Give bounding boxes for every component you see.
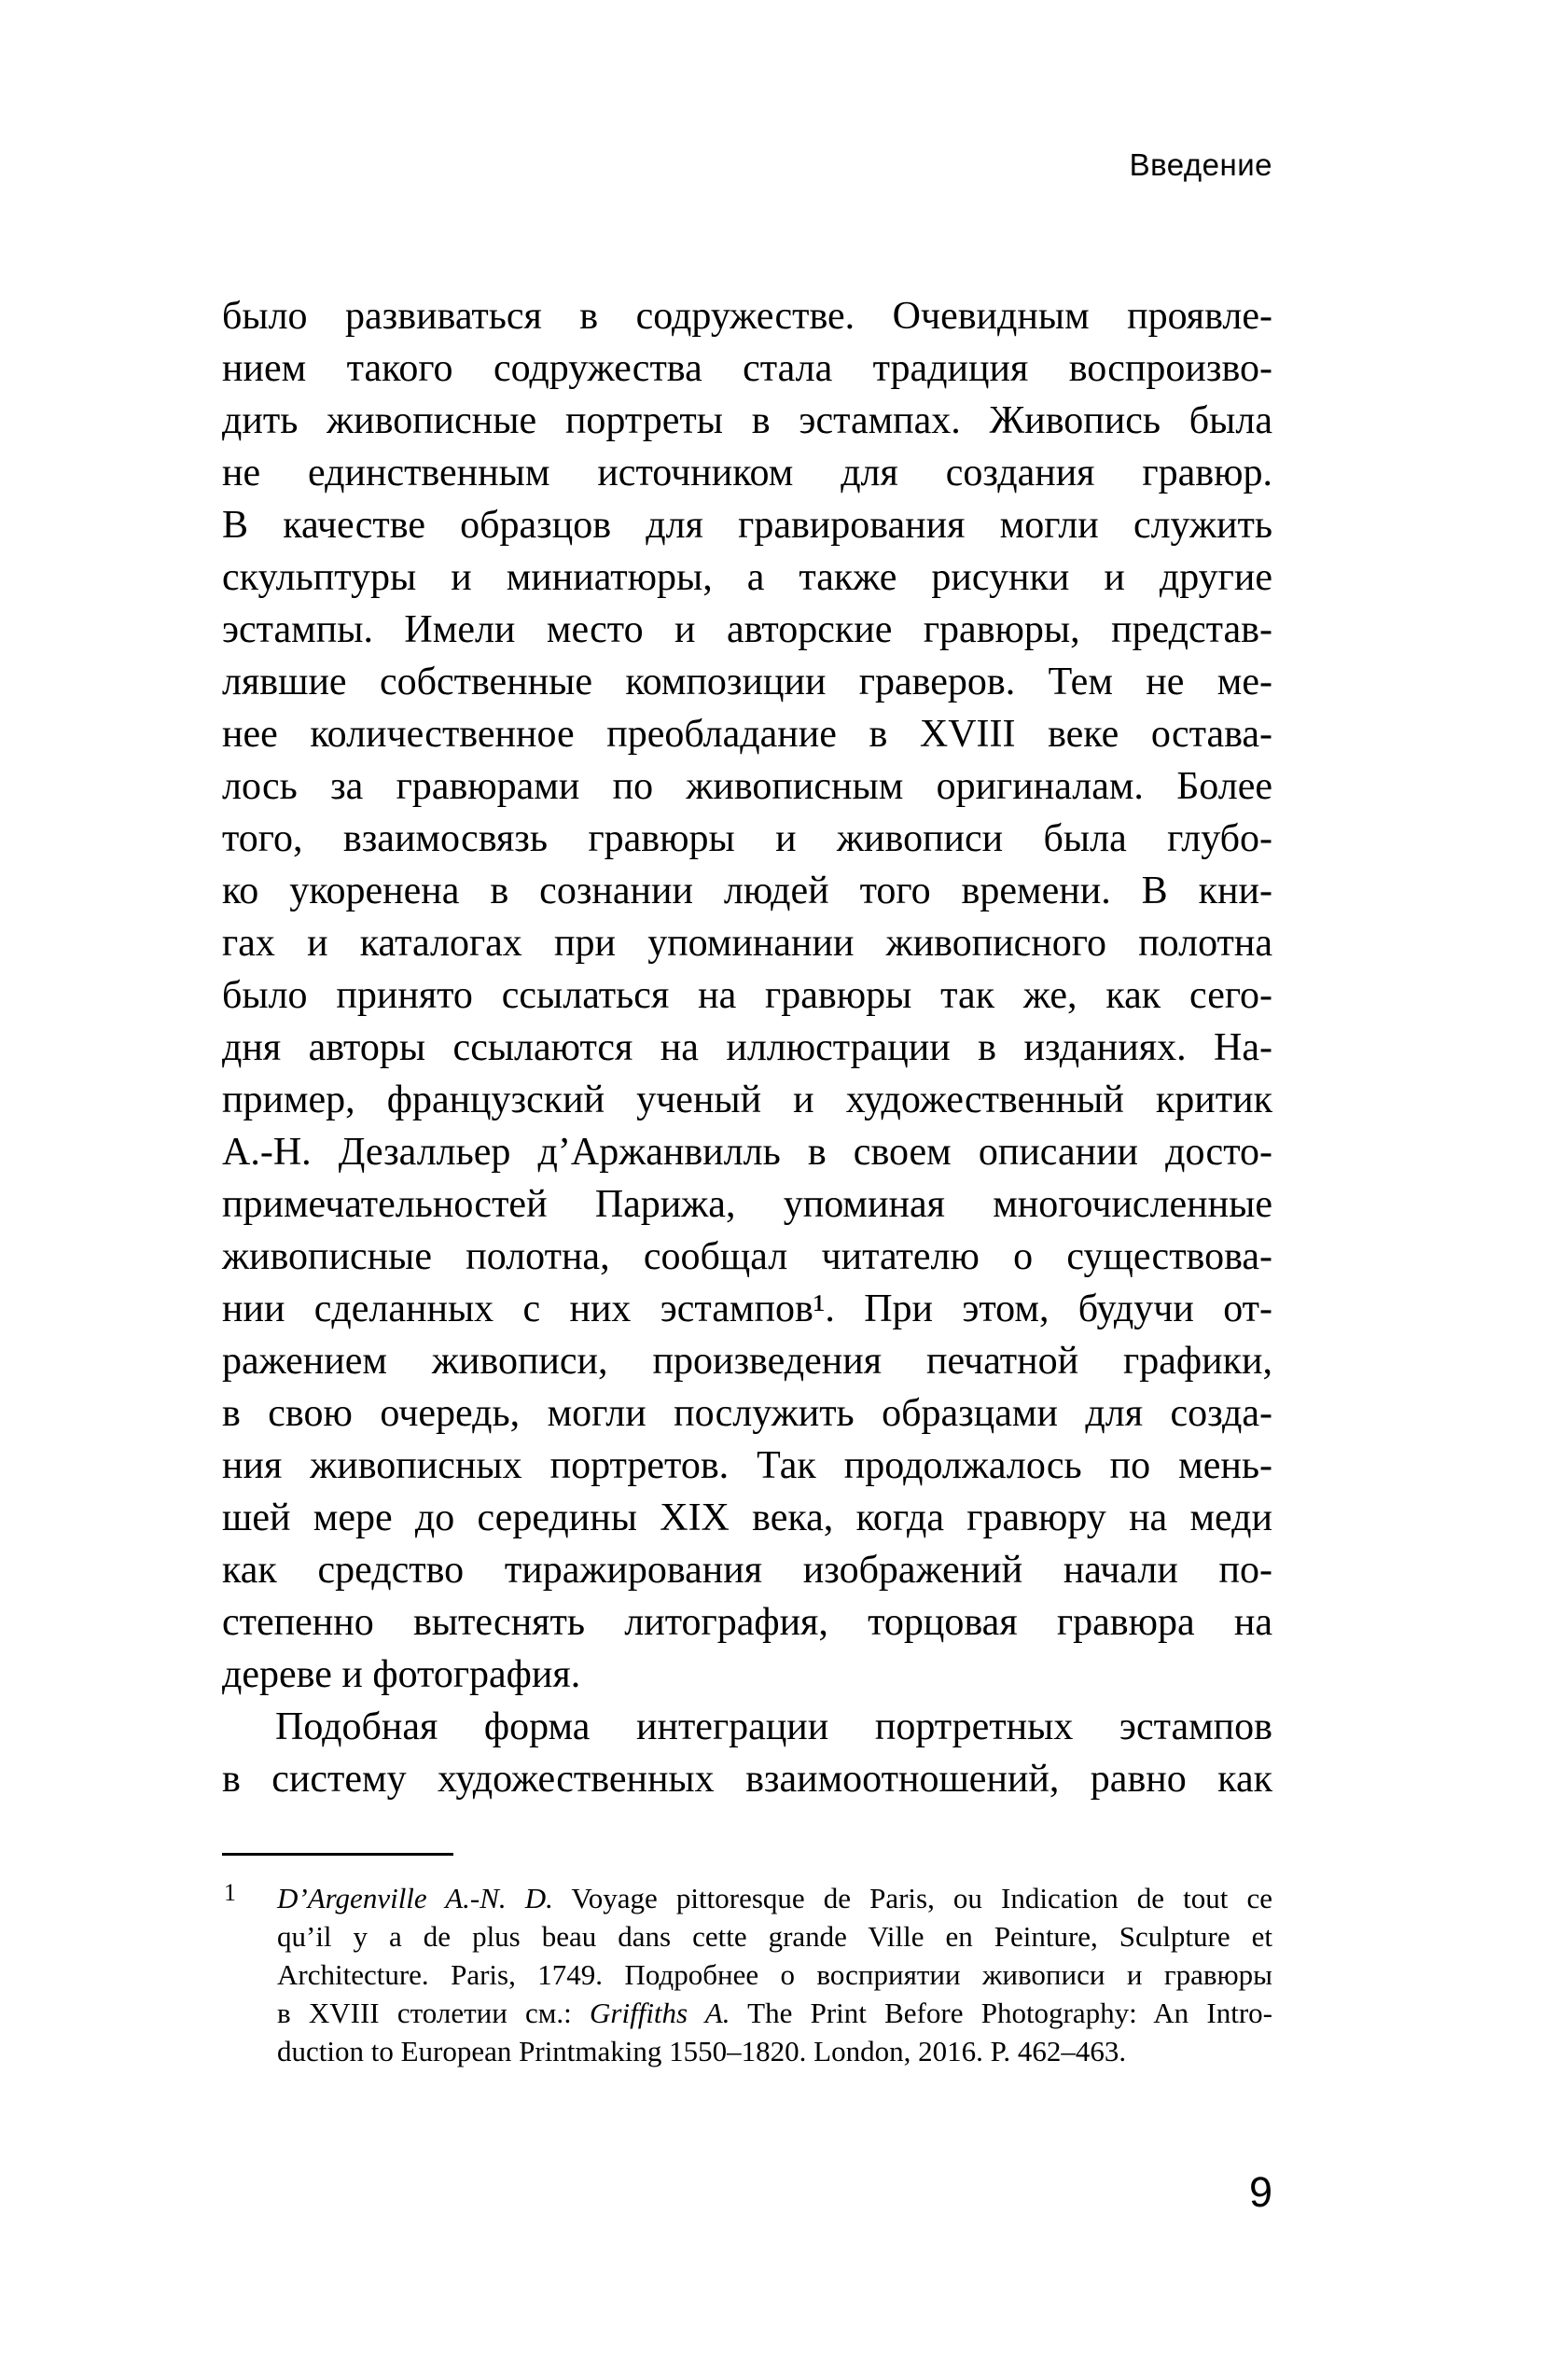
body-line: нии сделанных с них эстампов¹. При этом, будучи от- — [222, 1287, 1272, 1330]
body-line: было развиваться в содружестве. Очевидным проявле- — [222, 295, 1272, 338]
footnote-segment: Griffiths A. — [590, 1997, 730, 2029]
body-line: не единственным источником для создания гравюр. — [222, 452, 1272, 494]
body-line: в систему художественных взаимоотношений, равно как — [222, 1758, 1272, 1801]
footnote-segment: Architecture. Paris, 1749. Подробнее о восприятии живописи и гравюры — [277, 1958, 1272, 1991]
body-line: того, взаимосвязь гравюры и живописи была глубо- — [222, 817, 1272, 860]
page-number: 9 — [1248, 2168, 1272, 2216]
footnote-separator-rule — [222, 1853, 453, 1856]
body-line: пример, французский ученый и художественный критик — [222, 1079, 1272, 1121]
body-line: дня авторы ссылаются на иллюстрации в изданиях. На- — [222, 1026, 1272, 1069]
body-line: дереве и фотография. — [222, 1653, 581, 1696]
body-line: дить живописные портреты в эстампах. Живопись была — [222, 399, 1272, 442]
footnote-block — [277, 1879, 1272, 2070]
footnote-line — [277, 1917, 1272, 1955]
footnote-segment: D’Argenville A.-N. D. — [277, 1882, 553, 1914]
body-line: степенно вытеснять литография, торцовая гравюра на — [222, 1601, 1272, 1644]
body-line: шей мере до середины XIX века, когда гравюру на меди — [222, 1496, 1272, 1539]
body-line: лось за гравюрами по живописным оригиналам. Более — [222, 765, 1272, 808]
footnote-segment: Voyage pittoresque de Paris, ou Indication de tout ce — [552, 1882, 1272, 1914]
body-line: примечательностей Парижа, упоминая многочисленные — [222, 1183, 1272, 1226]
body-line: ния живописных портретов. Так продолжалось по мень- — [222, 1444, 1272, 1487]
footnote-segment: duction to European Printmaking 1550–1820. London, 2016. P. 462–463. — [277, 2035, 1127, 2067]
body-line: нием такого содружества стала традиция воспроизво- — [222, 347, 1272, 390]
body-line: живописные полотна, сообщал читателю о существова- — [222, 1235, 1272, 1278]
footnote-segment: в XVIII столетии см.: — [277, 1997, 591, 2029]
body-line: скульптуры и миниатюры, а также рисунки и другие — [222, 556, 1272, 599]
body-line: гах и каталогах при упоминании живописного полотна — [222, 922, 1272, 965]
body-line: ражением живописи, произведения печатной графики, — [222, 1340, 1272, 1383]
body-line: лявшие собственные композиции граверов. Тем не ме- — [222, 661, 1272, 703]
footnote-line — [277, 1879, 1272, 1917]
body-line: было принято ссылаться на гравюры так же, как сего- — [222, 974, 1272, 1017]
body-line: ко укоренена в сознании людей того времени. В кни- — [222, 870, 1272, 912]
footnote-line — [277, 1955, 1272, 1994]
body-line: Подобная форма интеграции портретных эстампов — [275, 1705, 1272, 1748]
running-header: Введение — [1129, 147, 1272, 182]
footnote-line — [277, 2032, 1272, 2070]
footnote-line — [277, 1994, 1272, 2032]
footnote-segment: qu’il y a de plus beau dans cette grande Ville en Peinture, Sculpture et — [277, 1920, 1272, 1953]
body-line: В качестве образцов для гравирования могли служить — [222, 504, 1272, 547]
body-line: А.-Н. Дезалльер д’Аржанвилль в своем описании досто- — [222, 1131, 1272, 1174]
body-line: как средство тиражирования изображений начали по- — [222, 1549, 1272, 1592]
footnote-segment: The Print Before Photography: An Intro- — [730, 1997, 1272, 2029]
footnote-marker: 1 — [224, 1879, 236, 1906]
body-line: нее количественное преобладание в XVIII веке остава- — [222, 713, 1272, 756]
body-line: в свою очередь, могли послужить образцами для созда- — [222, 1392, 1272, 1435]
body-line: эстампы. Имели место и авторские гравюры, представ- — [222, 608, 1272, 651]
body-text-block — [222, 290, 1272, 1805]
